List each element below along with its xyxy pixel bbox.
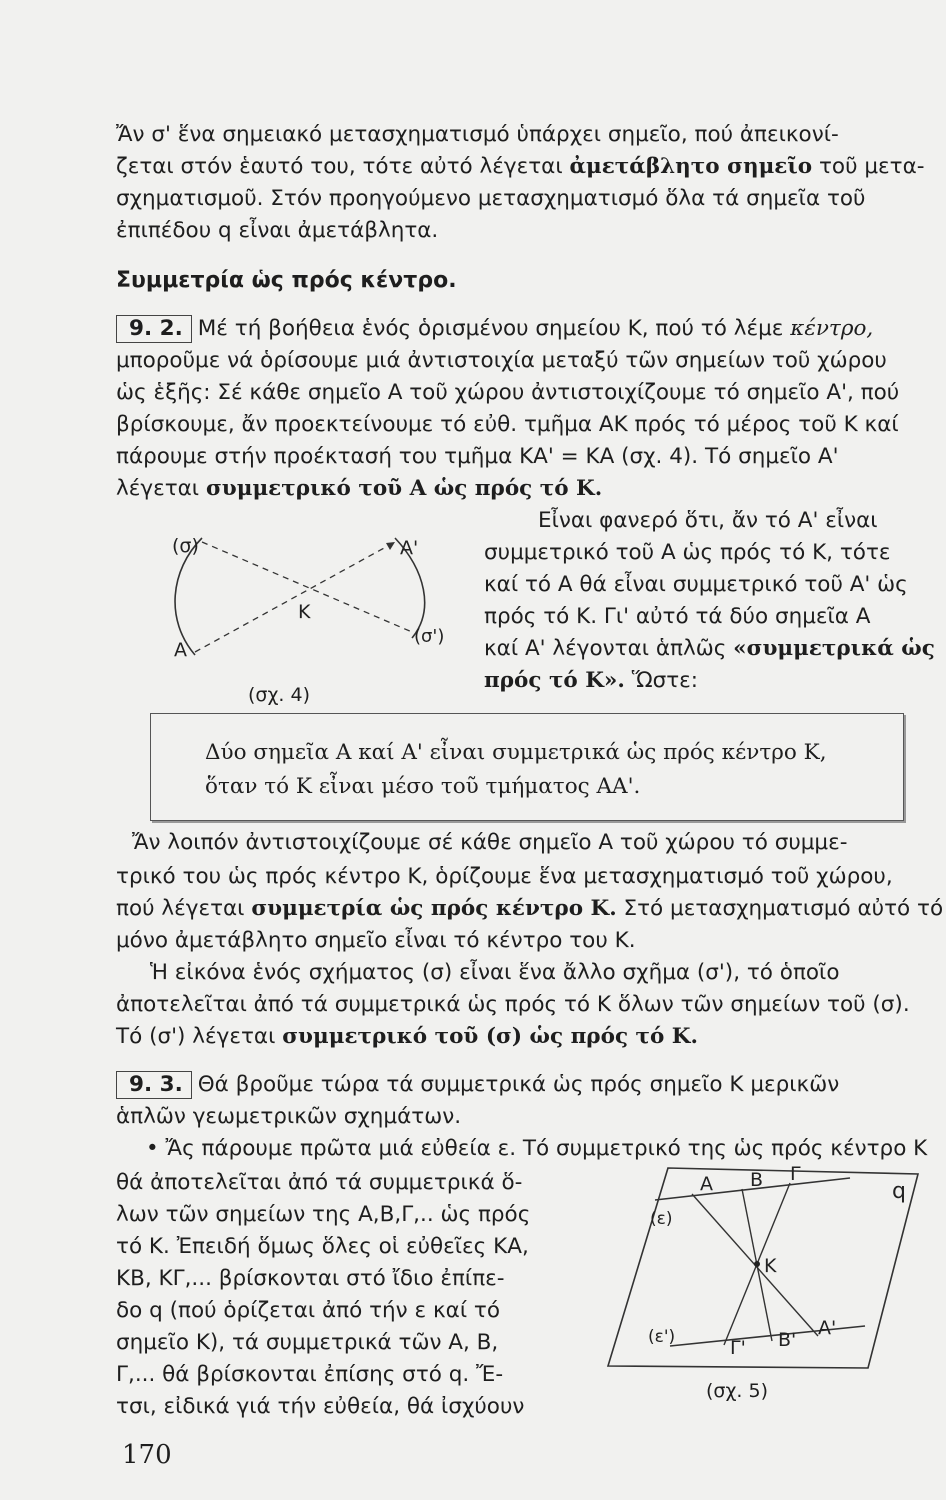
- text-line: [116, 474, 916, 504]
- figure-5: [600, 1158, 930, 1378]
- figure-5-drawing: [600, 1158, 930, 1378]
- text-line: πάρουμε στήν προέκτασή του τμῆμα ΚΑ' = ΚΑ (σχ. 4). Τό σημεῖο Α': [116, 444, 839, 469]
- label-b: Β: [750, 1169, 764, 1191]
- text-line: [116, 314, 916, 344]
- text: Τό (σ') λέγεται: [116, 1024, 276, 1049]
- text-line: [116, 120, 916, 150]
- arrow-head: [386, 542, 395, 550]
- text: ζεται στόν ἑαυτό του, τότε αὐτό λέγεται: [116, 154, 563, 179]
- text-line: [116, 152, 925, 182]
- text-line: πρός τό Κ. Γι' αὐτό τά δύο σημεῖα Α: [484, 604, 871, 629]
- term-symmetric-wrt-end: πρός τό Κ».: [484, 668, 625, 693]
- text: Θά βροῦμε τώρα τά συμμετρικά ὡς πρός σημεῖο Κ μερικῶν: [197, 1072, 840, 1097]
- text-line: καί τό Α θά εἶναι συμμετρικό τοῦ Α' ὡς: [484, 572, 908, 597]
- term-symmetric-figure: συμμετρικό τοῦ (σ) ὡς πρός τό Κ.: [282, 1024, 698, 1049]
- text-line: δο q (πού ὁρίζεται ἀπό τήν ε καί τό: [116, 1298, 501, 1323]
- label-sigma-prime: (σ'): [414, 626, 445, 647]
- label-g: Γ: [790, 1163, 801, 1185]
- figure-4-drawing: [150, 520, 480, 690]
- text: λέγεται: [116, 476, 200, 501]
- term-fixed-point: ἀμετάβλητο σημεῖο: [569, 154, 813, 179]
- dashed-line-2: [195, 542, 395, 652]
- text-line: [116, 1070, 916, 1100]
- text-line: [484, 666, 914, 696]
- label-sigma: (σ): [172, 535, 199, 557]
- label-e-prime: (ε'): [648, 1327, 676, 1347]
- text-line: μόνο ἀμετάβλητο σημεῖο εἶναι τό κέντρο του Κ.: [116, 928, 636, 953]
- term-central-symmetry: συμμετρία ὡς πρός κέντρο Κ.: [251, 896, 617, 921]
- text-line: [484, 634, 935, 664]
- label-a-prime: Α': [818, 1317, 837, 1339]
- text: καί Α' λέγονται ἁπλῶς: [484, 636, 727, 661]
- text: Ἄν σ' ἕνα σημειακό μετασχηματισμό ὑπάρχει σημεῖο, πού ἀπεικονί-: [116, 122, 839, 147]
- text-line: τό Κ. Ἐπειδή ὅμως ὅλες οἱ εὐθεῖες ΚΑ,: [116, 1234, 529, 1259]
- text-line: μποροῦμε νά ὁρίσουμε μιά ἀντιστοιχία μεταξύ τῶν σημείων τοῦ χώρου: [116, 348, 887, 373]
- text-line: θά ἀποτελεῖται ἀπό τά συμμετρικά ὅ-: [116, 1170, 523, 1195]
- term-symmetric-wrt: «συμμετρικά ὡς: [733, 636, 935, 661]
- term-center: κέντρο,: [790, 316, 874, 341]
- text-line: Γ,... θά βρίσκονται ἐπίσης στό q. Ἔ-: [116, 1362, 504, 1387]
- bullet: •: [146, 1136, 159, 1161]
- text-line: [116, 216, 916, 246]
- text: Ἄς πάρουμε πρῶτα μιά εὐθεία ε. Τό συμμετρικό της ὡς πρός κέντρο Κ: [165, 1136, 928, 1161]
- definition-line: ὅταν τό Κ εἶναι μέσο τοῦ τμήματος ΑΑ'.: [205, 774, 641, 799]
- text-line: ΚΒ, ΚΓ,... βρίσκονται στό ἴδιο ἐπίπε-: [116, 1266, 505, 1291]
- label-a: Α: [700, 1173, 713, 1195]
- figure-4-caption: (σχ. 4): [248, 684, 311, 706]
- text-line: βρίσκουμε, ἄν προεκτείνουμε τό εὐθ. τμῆμα ΑΚ πρός τό μέρος τοῦ Κ καί: [116, 412, 899, 437]
- text-line: ἁπλῶν γεωμετρικῶν σχημάτων.: [116, 1104, 462, 1129]
- text-line: [116, 184, 916, 214]
- label-k: Κ: [764, 1255, 777, 1277]
- text-line: τρικό του ὡς πρός κέντρο Κ, ὁρίζουμε ἕνα μετασχηματισμό τοῦ χώρου,: [116, 864, 893, 889]
- figure-5-caption: (σχ. 5): [706, 1380, 769, 1402]
- label-a-prime: Α': [400, 537, 419, 559]
- text: τοῦ μετα-: [818, 154, 925, 179]
- term-symmetric: συμμετρικό τοῦ Α ὡς πρός τό Κ.: [205, 476, 603, 501]
- text: Ὥστε:: [631, 668, 699, 693]
- label-g-prime: Γ': [730, 1337, 746, 1359]
- label-e: (ε): [650, 1209, 673, 1229]
- text-line: σημεῖο Κ), τά συμμετρικά τῶν Α, Β,: [116, 1330, 499, 1355]
- figure-4: [150, 520, 480, 690]
- text-line: συμμετρικό τοῦ Α ὡς πρός τό Κ, τότε: [484, 540, 891, 565]
- section-number: 9. 3.: [116, 1071, 192, 1099]
- page-number: 170: [122, 1440, 172, 1470]
- text-line: Ἄν λοιπόν ἀντιστοιχίζουμε σέ κάθε σημεῖο Α τοῦ χώρου τό συμμε-: [132, 830, 848, 855]
- text: πού λέγεται: [116, 896, 245, 921]
- text-line: [116, 894, 944, 924]
- label-b-prime: Β': [778, 1329, 797, 1351]
- definition-line: Δύο σημεῖα Α καί Α' εἶναι συμμετρικά ὡς πρός κέντρο Κ,: [205, 740, 827, 765]
- text: Μέ τή βοήθεια ἑνός ὁρισμένου σημείου Κ, πού τό λέμε: [197, 316, 784, 341]
- text-line: [116, 1022, 916, 1052]
- text-line: Εἶναι φανερό ὅτι, ἄν τό Α' εἶναι: [538, 508, 878, 533]
- section-heading: Συμμετρία ὡς πρός κέντρο.: [116, 268, 457, 293]
- label-k: Κ: [298, 601, 311, 623]
- label-q: q: [892, 1179, 906, 1204]
- text: ἐπιπέδου q εἶναι ἀμετάβλητα.: [116, 218, 439, 243]
- text: σχηματισμοῦ. Στόν προηγούμενο μετασχηματισμό ὅλα τά σημεῖα τοῦ: [116, 186, 866, 211]
- definition-box: [150, 713, 904, 821]
- text-line: Ἡ εἰκόνα ἑνός σχήματος (σ) εἶναι ἕνα ἄλλο σχῆμα (σ'), τό ὁποῖο: [150, 960, 840, 985]
- text: Στό μετασχηματισμό αὐτό τό: [623, 896, 944, 921]
- section-number: 9. 2.: [116, 315, 192, 343]
- label-a: Α: [174, 639, 187, 661]
- point-k: [754, 1261, 760, 1267]
- text-line: λων τῶν σημείων της Α,Β,Γ,.. ὡς πρός: [116, 1202, 531, 1227]
- text-line: τσι, εἰδικά γιά τήν εὐθεία, θά ἰσχύουν: [116, 1394, 525, 1419]
- text-line: ὡς ἑξῆς: Σέ κάθε σημεῖο Α τοῦ χώρου ἀντιστοιχίζουμε τό σημεῖο Α', πού: [116, 380, 900, 405]
- text-line: ἀποτελεῖται ἀπό τά συμμετρικά ὡς πρός τό Κ ὅλων τῶν σημείων τοῦ (σ).: [116, 992, 910, 1017]
